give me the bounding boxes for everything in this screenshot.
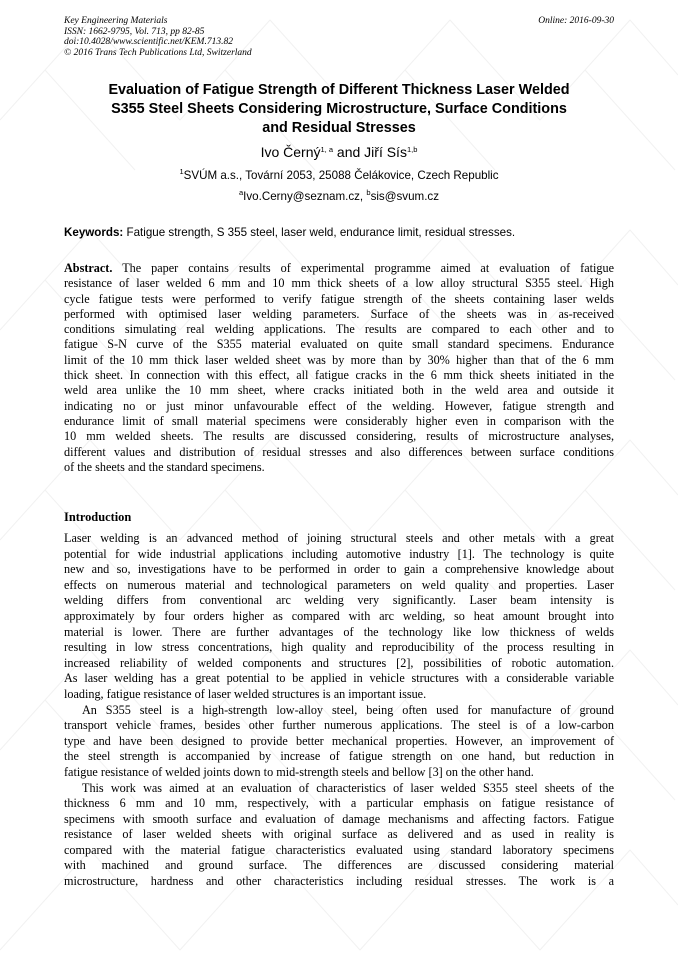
paragraph-line: approximately by four orders higher as compared with arc welding, so heat amount brought into	[64, 608, 614, 623]
keywords	[64, 225, 614, 241]
affiliation	[64, 168, 614, 184]
paragraph-line: Laser welding is an advanced method of joining structural steels and other metals with a great	[64, 531, 614, 545]
abstract-line: indicating no or just minor unfavourable effect of the welding. However, fatigue strength and	[64, 398, 614, 413]
paragraph-line: welding differs from conventional arc welding very significantly. Laser beam intensity is	[64, 593, 614, 608]
paragraph-line: thickness 6 mm and 10 mm, respectively, with a particular emphasis on fatigue resistance of	[64, 796, 614, 811]
keywords-label: Keywords:	[64, 226, 124, 239]
abstract-line: of the sheets and the standard specimens.	[64, 459, 265, 474]
paragraph-line: material is lower. There are further advantages of the technology like low thickness of welds	[64, 624, 614, 639]
paragraph-line: resulting in low stress concentrations, high quality and reproducibility of the process resulting in	[64, 640, 614, 655]
author-name: Ivo Černý	[260, 144, 321, 160]
abstract-line: weld area unlike the 10 mm sheet, where cracks initiated both in the weld area and outside it	[64, 383, 614, 398]
copyright-line: © 2016 Trans Tech Publications Ltd, Switzerland	[64, 47, 252, 58]
email-link[interactable]: sis@svum.cz	[370, 190, 440, 203]
keywords-text: Fatigue strength, S 355 steel, laser weld, endurance limit, residual stresses.	[123, 226, 516, 239]
paragraph-line: As laser welding has a great potential to be applied in vehicle structures with a considerable variable	[64, 671, 614, 686]
paragraph-line: type and have been designed to provide better mechanical properties. However, an improvement of	[64, 733, 614, 748]
title-line: Evaluation of Fatigue Strength of Different Thickness Laser Welded	[108, 82, 570, 98]
paper-title	[64, 81, 614, 138]
affiliation-text: SVÚM a.s., Tovární 2053, 25088 Čelákovice, Czech Republic	[183, 169, 499, 182]
abstract-text: The paper contains results of experimental programme aimed at evaluation of fatigue	[112, 261, 614, 275]
paragraph-line: effects on numerous material and technological parameters on weld quality and properties. Laser	[64, 577, 614, 592]
abstract-line: thick sheet. In connection with this effect, all fatigue cracks in the 6 mm thick sheets initiated in the	[64, 368, 614, 383]
title-line: S355 Steel Sheets Considering Microstructure, Surface Conditions	[111, 101, 567, 117]
paragraph-line: resistance of laser welded sheets with original surface as delivered and as used in reality is	[64, 827, 614, 842]
email-superscript: a	[238, 188, 244, 197]
author-name: Jiří Sís	[364, 144, 407, 160]
paragraph-line: microstructure, hardness and other characteristics including residual stresses. The work is a	[64, 874, 614, 889]
title-line: and Residual Stresses	[262, 120, 416, 136]
introduction-body	[64, 531, 614, 890]
abstract-line: performed with optimised laser welding parameters. Surface of the sheets was in as-received	[64, 306, 614, 321]
email-link[interactable]: Ivo.Cerny@seznam.cz,	[243, 190, 367, 203]
paragraph-line: An S355 steel is a high-strength low-alloy steel, being often used for manufacture of ground	[82, 702, 614, 717]
journal-header	[64, 16, 252, 58]
paragraph-line: compared with the material fatigue characteristics evaluated using standard laboratory specimens	[64, 842, 614, 857]
paragraph-line: specimens with smooth surface and evaluation of damage mechanisms and affecting factors. Fatigue	[64, 811, 614, 826]
doi-line: doi:10.4028/www.scientific.net/KEM.713.82	[64, 37, 233, 47]
abstract-label: Abstract.	[64, 261, 113, 275]
paragraph-line: the steel strength is accompanied by increase of fatigue strength on one hand, but reduction in	[64, 749, 614, 764]
paragraph-line: potential for wide industrial applications including automotive industry [1]. The technology is quite	[64, 546, 614, 561]
paragraph-line: This work was aimed at an evaluation of characteristics of laser welded S355 steel sheets of the	[82, 780, 614, 795]
abstract-line: endurance limit of small material specimens were considerably higher even in comparison with the	[64, 413, 614, 428]
author-superscript: 1,b	[406, 145, 418, 154]
author-list	[64, 143, 614, 161]
abstract-line: fatigue S-N curve of the S355 material evaluated on quite small standard specimens. Endurance	[64, 337, 614, 352]
abstract-line: 10 mm welded sheets. The results are discussed considering, results of microstructure analyses,	[64, 429, 614, 444]
paragraph-line: fatigue resistance of welded joints down to mid-strength steels and bellow [3] on the other hand.	[64, 764, 534, 779]
abstract-line: conditions simulating real welding applications. The results are compared to each other and to	[64, 322, 614, 337]
paragraph-line: loading, fatigue resistance of laser welded structures is an important issue.	[64, 686, 427, 701]
paragraph-line: transport vehicle frames, besides other further numerous applications. The steel is of a low-carbon	[64, 718, 614, 733]
abstract-line: limit of the 10 mm thick laser welded sheet was by more than by 30% higher than that of the 6 mm	[64, 352, 614, 367]
paragraph-line: increased reliability of welded components and structures [2], possibilities of robotic automation.	[64, 655, 614, 670]
abstract-line: resistance of laser welded 6 mm and 10 mm thick sheets of a low alloy structural S355 steel. High	[64, 276, 614, 291]
paragraph-line: with machined and ground surface. The differences are discussed considering material	[64, 858, 614, 873]
section-heading-introduction: Introduction	[64, 510, 132, 524]
abstract-line: different values and distribution of residual stresses and also differences between surface conditions	[64, 444, 614, 459]
abstract-line: cycle fatigue tests were performed to verify fatigue strength of the sheets containing laser welds	[64, 291, 614, 306]
paragraph-line: new and so, investigations have to be performed in order to gain a comprehensive knowledge about	[64, 562, 614, 577]
email-superscript: b	[366, 188, 371, 197]
author-superscript: 1, a	[320, 145, 334, 154]
abstract	[64, 261, 614, 475]
journal-name: Key Engineering Materials	[64, 16, 168, 26]
author-emails	[64, 189, 614, 205]
abstract-line	[64, 261, 614, 276]
online-date: Online: 2016-09-30	[538, 16, 614, 26]
affiliation-superscript: 1	[179, 167, 184, 176]
author-connector: and	[333, 144, 365, 160]
issn-line: ISSN: 1662-9795, Vol. 713, pp 82-85	[64, 26, 205, 37]
